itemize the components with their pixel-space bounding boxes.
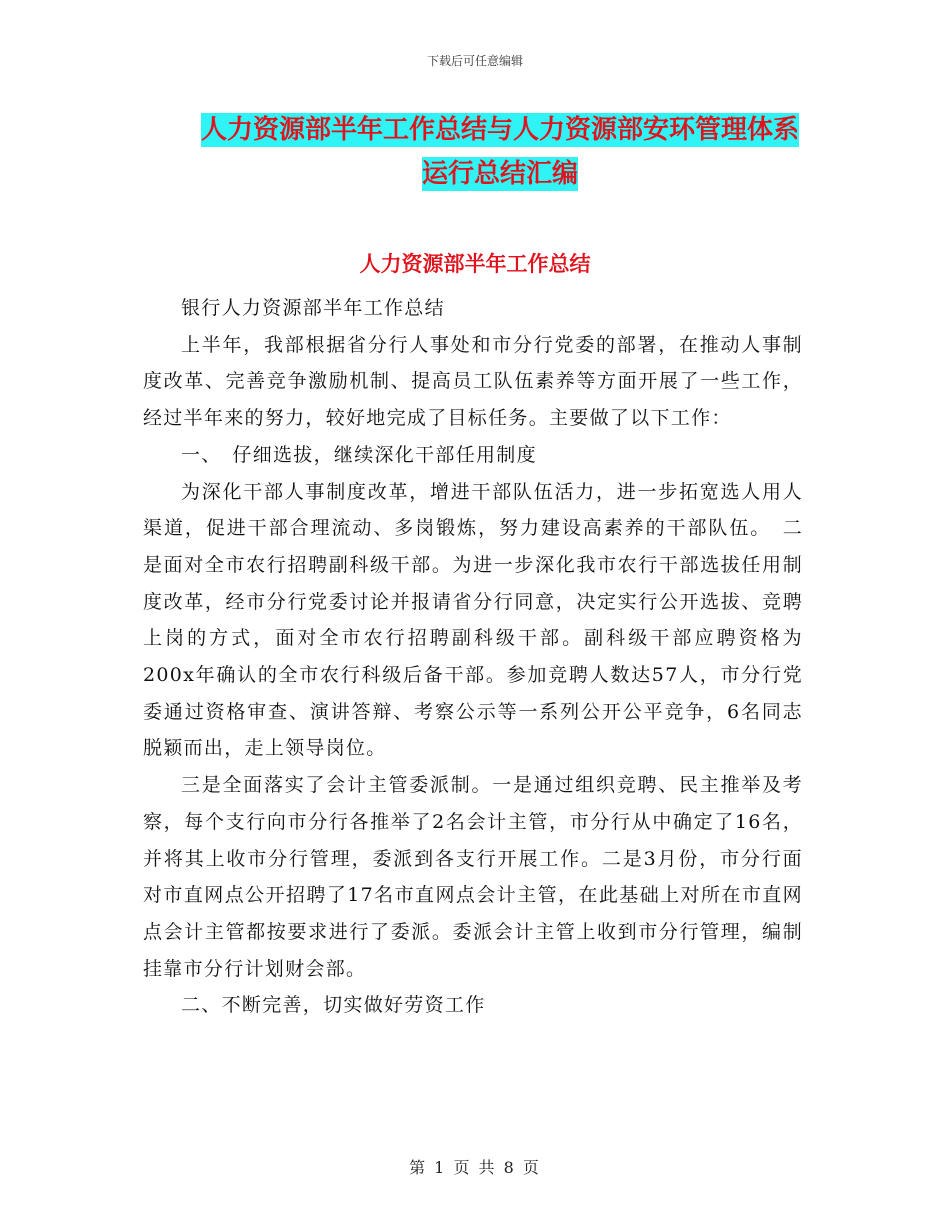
paragraph-heading-2: 二、不断完善，切实做好劳资工作	[181, 994, 486, 1017]
page-footer-number: 第 1 页 共 8 页	[409, 1158, 541, 1177]
paragraph-heading-1: 一、 仔细选拔，继续深化干部任用制度	[181, 443, 537, 466]
document-title-line-1: 人力资源部半年工作总结与人力资源部安环管理体系	[200, 115, 799, 145]
document-title-line-2: 运行总结汇编	[421, 159, 578, 189]
paragraph-subtitle: 银行人力资源部半年工作总结	[181, 297, 445, 319]
paragraph-cadre-reform: 为深化干部人事制度改革，增进干部队伍活力，进一步拓宽选人用人渠道，促进干部合理流动、多岗锻炼，努力建设高素养的干部队伍。 二是面对全市农行招聘副科级干部。为进一步深化我市农行干部选拔任用制度改革，经市分行党委讨论并报请省分行同意，决定实行公开选拔、竞聘上岗的方式，面对全市农行招聘副科级干部。副科级干部应聘资格为200x年确认的全市农行科级后备干部。参加竞聘人数达57人，市分行党委通过资格审查、演讲答辩、考察公示等一系列公开公平竞争，6名同志脱颖而出，走上领导岗位。	[143, 480, 803, 760]
document-title	[120, 108, 880, 196]
body-text	[143, 290, 803, 1024]
page-header-note: 下载后可任意编辑	[426, 54, 523, 68]
paragraph-intro: 上半年，我部根据省分行人事处和市分行党委的部署，在推动人事制度改革、完善竞争激励机制、提高员工队伍素养等方面开展了一些工作，经过半年来的努力，较好地完成了目标任务。主要做了以下工作：	[143, 333, 803, 430]
section-title: 人力资源部半年工作总结	[359, 252, 591, 276]
paragraph-accounting-supervisor: 三是全面落实了会计主管委派制。一是通过组织竞聘、民主推举及考察，每个支行向市分行各推举了2名会计主管，市分行从中确定了16名，并将其上收市分行管理，委派到各支行开展工作。二是3月份，市分行面对市直网点公开招聘了17名市直网点会计主管，在此基础上对所在市直网点会计主管都按要求进行了委派。委派会计主管上收到市分行管理，编制挂靠市分行计划财会部。	[143, 774, 803, 980]
